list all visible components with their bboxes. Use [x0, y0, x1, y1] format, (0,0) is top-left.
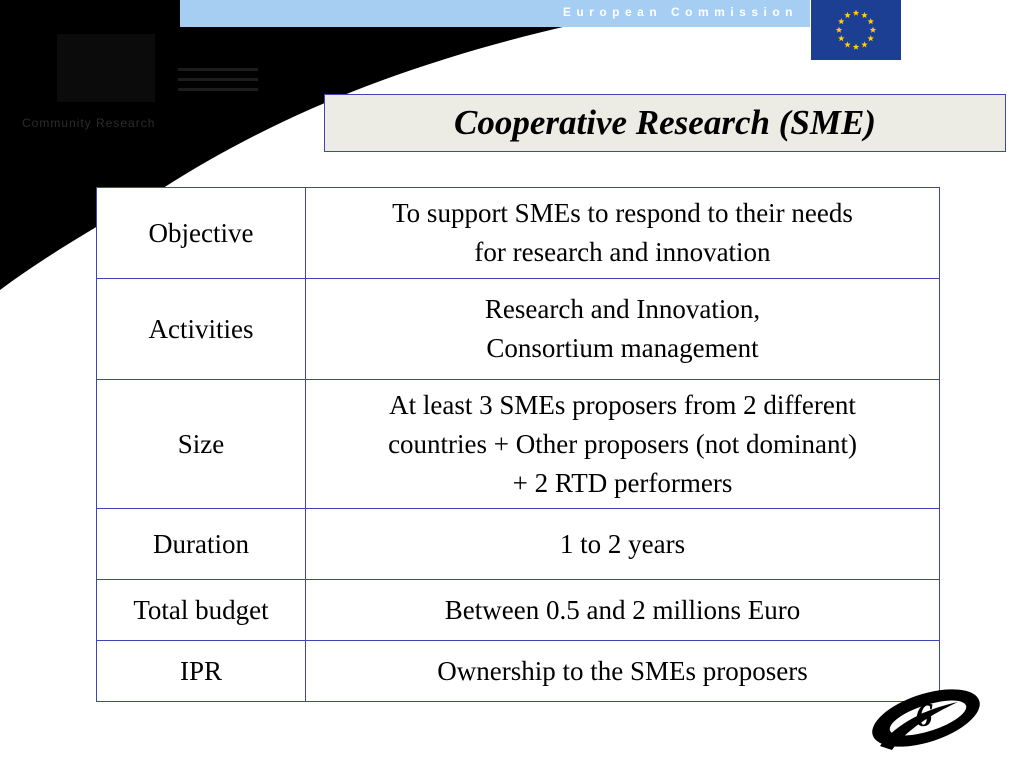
slide-title: Cooperative Research (SME) [454, 103, 876, 142]
title-box [324, 94, 1006, 152]
logo-text-lines [178, 68, 258, 108]
value-line: for research and innovation [474, 237, 771, 267]
row-label: Duration [97, 509, 306, 580]
row-label: Activities [97, 279, 306, 380]
row-value [306, 188, 940, 279]
info-table [96, 187, 940, 702]
value-line: Between 0.5 and 2 millions Euro [444, 594, 801, 625]
value-line: Ownership to the SMEs proposers [437, 655, 808, 686]
header-bar [180, 0, 810, 27]
row-label: IPR [97, 641, 306, 702]
row-value [306, 580, 940, 641]
framework-programme-logo [862, 688, 986, 758]
value-line: Research and Innovation, [484, 294, 761, 324]
institution-name: European Commission [562, 5, 798, 19]
value-line: + 2 RTD performers [512, 467, 733, 498]
row-value [306, 279, 940, 380]
row-value [306, 509, 940, 580]
table-row [97, 641, 940, 702]
row-value [306, 641, 940, 702]
table-row [97, 580, 940, 641]
value-line: At least 3 SMEs proposers from 2 different [389, 389, 856, 420]
table-row [97, 279, 940, 380]
table-row [97, 509, 940, 580]
sub-brand-label: Community Research [22, 116, 156, 130]
value-line: countries + Other proposers (not dominant) [388, 428, 857, 459]
row-label: Total budget [97, 580, 306, 641]
value-line: 1 to 2 years [559, 528, 686, 559]
table-row [97, 188, 940, 279]
table-row [97, 380, 940, 509]
page-number: 6 [915, 697, 933, 734]
row-label: Size [97, 380, 306, 509]
eu-flag-icon [811, 0, 901, 60]
research-logo [57, 34, 155, 102]
value-line: Consortium management [486, 333, 759, 363]
row-label: Objective [97, 188, 306, 279]
value-line: To support SMEs to respond to their needs [392, 198, 853, 228]
row-value [306, 380, 940, 509]
